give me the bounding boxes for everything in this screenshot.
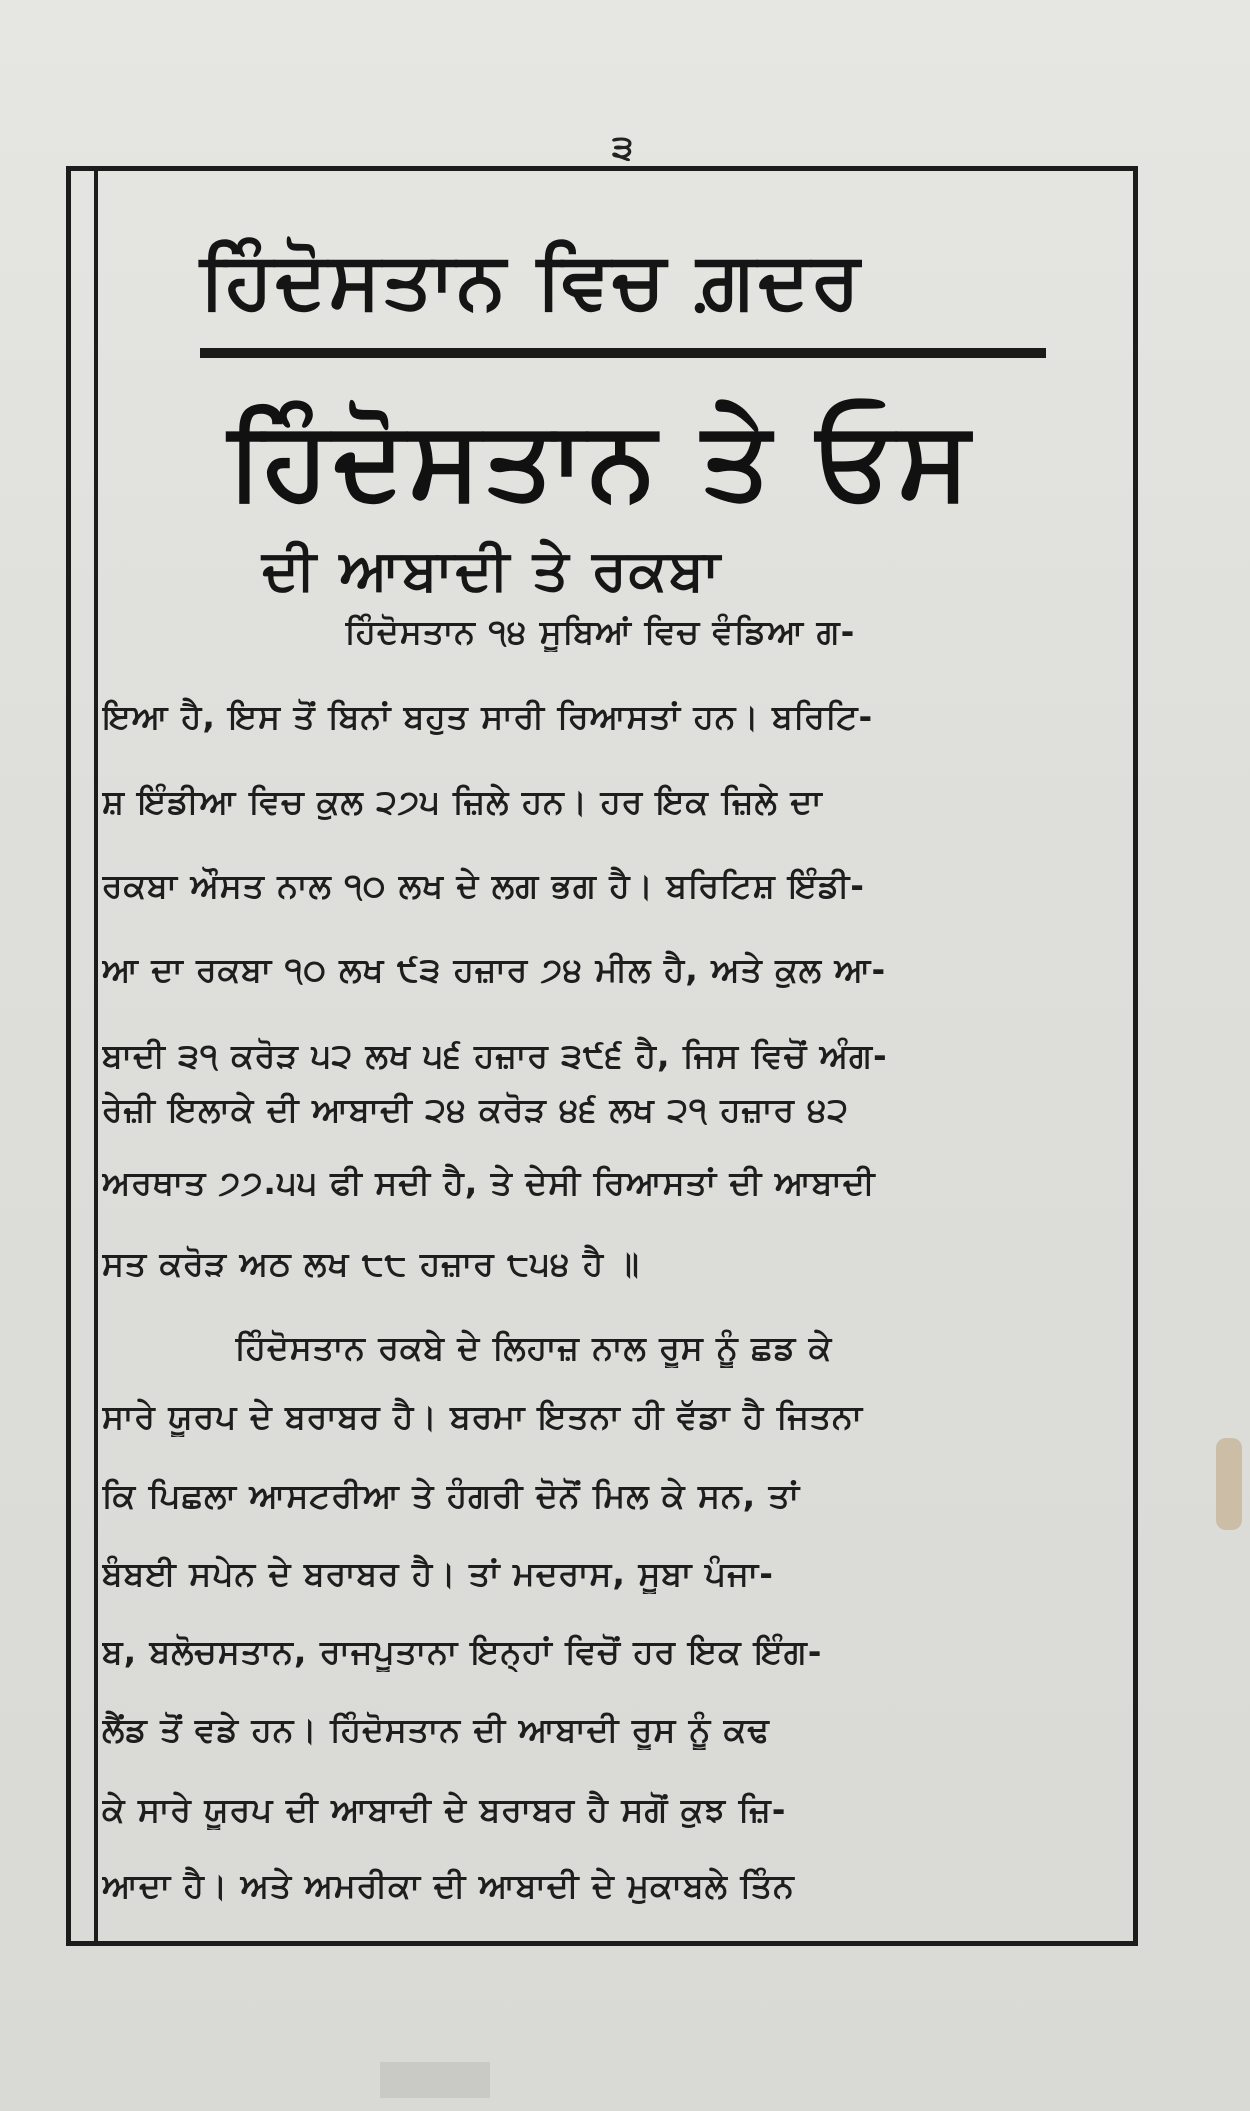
- body-line-9: ਸਤ ਕਰੋੜ ਅਠ ਲਖ ੮੮ ਹਜ਼ਾਰ ੮੫੪ ਹੈ ॥: [102, 1244, 640, 1283]
- body-line-11: ਸਾਰੇ ਯੂਰਪ ਦੇ ਬਰਾਬਰ ਹੈ। ਬਰਮਾ ਇਤਨਾ ਹੀ ਵੱਡਾ ਹੈ ਜਿਤਨਾ: [102, 1397, 864, 1436]
- body-line-4: ਰਕਬਾ ਔਸਤ ਨਾਲ ੧੦ ਲਖ ਦੇ ਲਗ ਭਗ ਹੈ। ਬਰਿਟਿਸ਼ ਇੰਡੀ-: [102, 866, 866, 905]
- body-line-3: ਸ਼ ਇੰਡੀਆ ਵਿਚ ਕੁਲ ੨੭੫ ਜ਼ਿਲੇ ਹਨ। ਹਰ ਇਕ ਜ਼ਿਲੇ ਦਾ: [102, 782, 823, 821]
- body-line-5: ਆ ਦਾ ਰਕਬਾ ੧੦ ਲਖ ੯੩ ਹਜ਼ਾਰ ੭੪ ਮੀਲ ਹੈ, ਅਤੇ ਕੁਲ ਆ-: [102, 950, 887, 989]
- body-line-15: ਲੈਂਡ ਤੋਂ ਵਡੇ ਹਨ। ਹਿੰਦੋਸਤਾਨ ਦੀ ਆਬਾਦੀ ਰੂਸ ਨੂੰ ਕਢ: [102, 1710, 770, 1749]
- body-line-2: ਇਆ ਹੈ, ਇਸ ਤੋਂ ਬਿਨਾਂ ਬਹੁਤ ਸਾਰੀ ਰਿਆਸਤਾਂ ਹਨ। ਬਰਿਟਿ-: [102, 697, 874, 736]
- body-line-16: ਕੇ ਸਾਰੇ ਯੂਰਪ ਦੀ ਆਬਾਦੀ ਦੇ ਬਰਾਬਰ ਹੈ ਸਗੋਂ ਕੁਝ ਜ਼ਿ-: [102, 1790, 787, 1829]
- body-line-6: ਬਾਦੀ ੩੧ ਕਰੋੜ ੫੨ ਲਖ ੫੬ ਹਜ਼ਾਰ ੩੯੬ ਹੈ, ਜਿਸ ਵਿਚੋਂ ਅੰਗ-: [102, 1036, 888, 1075]
- kicker-underline: [200, 348, 1046, 358]
- body-line-1: ਹਿੰਦੋਸਤਾਨ ੧੪ ਸੂਬਿਆਂ ਵਿਚ ਵੰਡਿਆ ਗ-: [345, 612, 856, 651]
- body-line-12: ਕਿ ਪਿਛਲਾ ਆਸਟਰੀਆ ਤੇ ਹੰਗਰੀ ਦੋਨੋਂ ਮਿਲ ਕੇ ਸਨ, ਤਾਂ: [102, 1476, 801, 1515]
- body-line-13: ਬੰਬਈ ਸਪੇਨ ਦੇ ਬਰਾਬਰ ਹੈ। ਤਾਂ ਮਦਰਾਸ, ਸੂਬਾ ਪੰਜਾ-: [102, 1554, 774, 1593]
- paper-smudge: [380, 2062, 490, 2098]
- page-subheading: ਦੀ ਆਬਾਦੀ ਤੇ ਰਕਬਾ: [262, 538, 722, 603]
- body-line-7: ਰੇਜ਼ੀ ਇਲਾਕੇ ਦੀ ਆਬਾਦੀ ੨੪ ਕਰੋੜ ੪੬ ਲਖ ੨੧ ਹਜ਼ਾਰ ੪੨: [102, 1090, 849, 1129]
- page-border-inner-rule: [94, 166, 98, 1946]
- body-line-17: ਆਦਾ ਹੈ। ਅਤੇ ਅਮਰੀਕਾ ਦੀ ਆਬਾਦੀ ਦੇ ਮੁਕਾਬਲੇ ਤਿੰਨ: [102, 1866, 795, 1905]
- page-headline: ਹਿੰਦੋਸਤਾਨ ਤੇ ਓਸ: [228, 398, 974, 523]
- body-line-8: ਅਰਥਾਤ ੭੭.੫੫ ਫੀ ਸਦੀ ਹੈ, ਤੇ ਦੇਸੀ ਰਿਆਸਤਾਂ ਦੀ ਆਬਾਦੀ: [102, 1163, 876, 1202]
- page-number: ੩: [612, 128, 634, 168]
- body-line-10: ਹਿੰਦੋਸਤਾਨ ਰਕਬੇ ਦੇ ਲਿਹਾਜ਼ ਨਾਲ ਰੂਸ ਨੂੰ ਛਡ ਕੇ: [235, 1328, 833, 1367]
- section-kicker: ਹਿੰਦੋਸਤਾਨ ਵਿਚ ਗ਼ਦਰ: [200, 236, 862, 326]
- paper-stain: [1216, 1438, 1242, 1530]
- body-line-14: ਬ, ਬਲੋਚਸਤਾਨ, ਰਾਜਪੂਤਾਨਾ ਇਨ੍ਹਾਂ ਵਿਚੋਂ ਹਰ ਇਕ ਇੰਗ-: [102, 1632, 823, 1671]
